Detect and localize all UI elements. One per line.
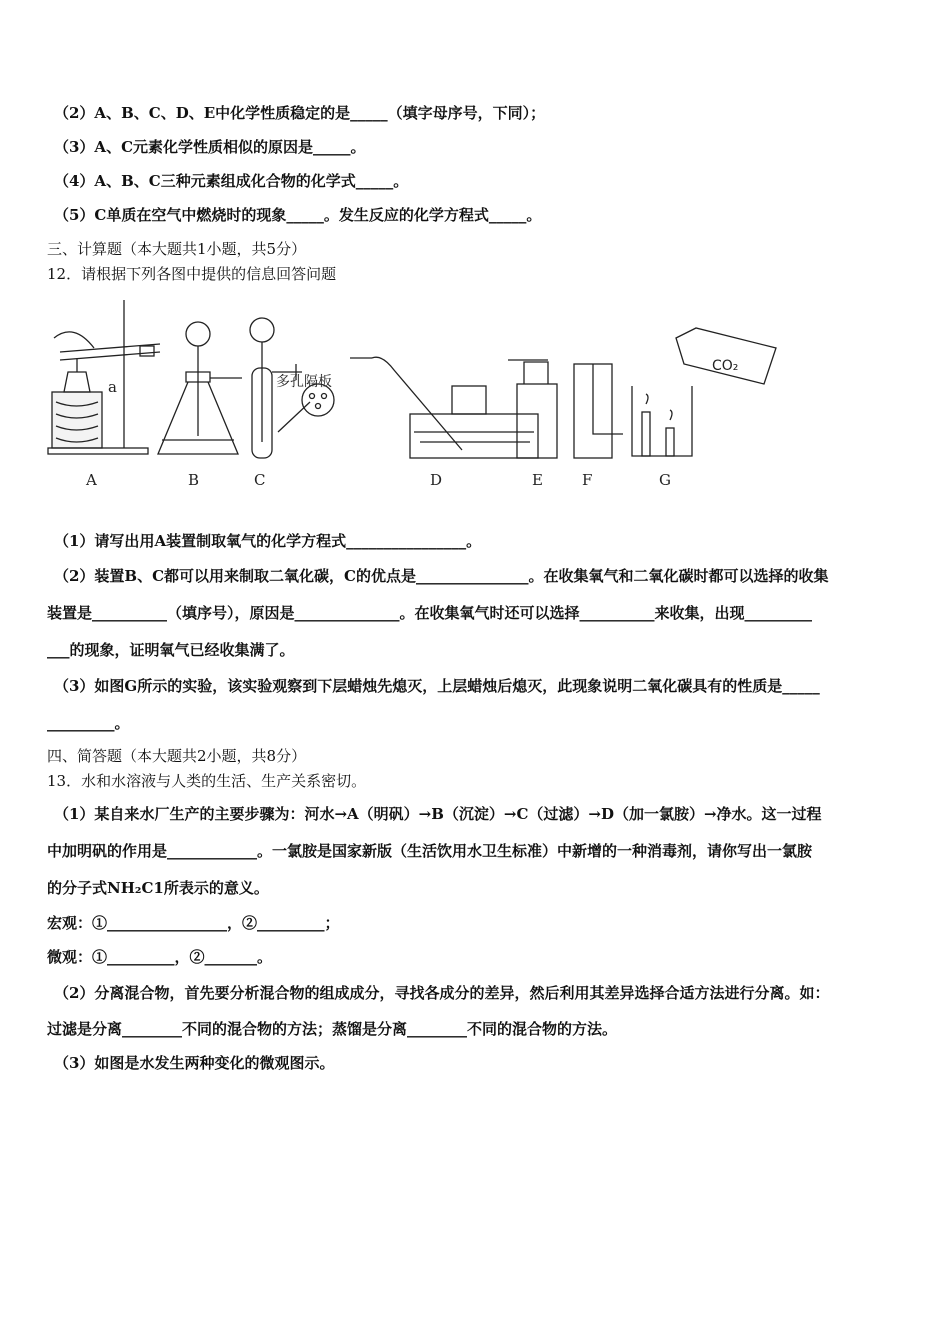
q13-part2-line1: （2）分离混合物，首先要分析混合物的组成成分，寻找各成分的差异，然后利用其差异选择合适方法进行分离。如： <box>54 984 830 1002</box>
q11-part4: （4）A、B、C三种元素组成化合物的化学式_____。 <box>54 172 409 190</box>
label-F: F <box>582 471 593 489</box>
q12-part1: （1）请写出用A装置制取氧气的化学方程式________________。 <box>54 532 482 550</box>
q11-part3: （3）A、C元素化学性质相似的原因是_____。 <box>54 138 366 156</box>
porous-plate-label: 多孔隔板 <box>276 374 332 390</box>
label-a-small: a <box>108 378 117 396</box>
apparatus-f <box>574 364 623 458</box>
apparatus-g <box>632 328 776 456</box>
section-4-heading: 四、简答题（本大题共2小题，共8分） <box>47 747 307 765</box>
apparatus-d <box>350 357 538 458</box>
q13-part3: （3）如图是水发生两种变化的微观图示。 <box>54 1054 335 1072</box>
q12-part2-line1: （2）装置B、C都可以用来制取二氧化碳，C的优点是_______________。在收集氧气和二氧化碳时都可以选择的收集 <box>54 567 829 585</box>
macro-meaning: 宏观：①________________，②_________； <box>47 914 340 932</box>
label-C: C <box>254 471 266 489</box>
label-D: D <box>430 471 443 489</box>
q11-part2: （2）A、B、C、D、E中化学性质稳定的是_____（填字母序号，下同）； <box>54 104 546 122</box>
question-12: 12．请根据下列各图中提供的信息回答问题 <box>47 265 337 283</box>
q13-part1-line2: 中加明矾的作用是____________。一氯胺是国家新版（生活饮用水卫生标准）中新增的一种消毒剂，请你写出一氯胺 <box>47 842 813 860</box>
q12-part2-line2: 装置是__________（填序号），原因是______________。在收集氧气时还可以选择__________来收集，出现_________ <box>47 604 813 622</box>
q13-part1-line1: （1）某自来水厂生产的主要步骤为：河水→A（明矾）→B（沉淀）→C（过滤）→D（加一氯胺）→净水。这一过程 <box>54 805 822 823</box>
apparatus-b <box>158 322 242 454</box>
micro-meaning: 微观：①_________，②_______。 <box>47 948 273 966</box>
q13-part1-line3: 的分子式NH₂C1所表示的意义。 <box>47 879 269 897</box>
label-G: G <box>659 471 671 489</box>
apparatus-a <box>48 300 160 454</box>
q12-part2-line3: ___的现象，证明氧气已经收集满了。 <box>47 641 295 659</box>
apparatus-figure <box>40 292 800 502</box>
apparatus-e <box>508 360 557 458</box>
label-E: E <box>532 471 543 489</box>
q12-part3-line1: （3）如图G所示的实验，该实验观察到下层蜡烛先熄灭，上层蜡烛后熄灭，此现象说明二氧化碳具有的性质是_____ <box>54 677 820 695</box>
section-3-heading: 三、计算题（本大题共1小题，共5分） <box>47 240 307 258</box>
q13-part2-line2: 过滤是分离________不同的混合物的方法；蒸馏是分离________不同的混合物的方法。 <box>47 1020 618 1038</box>
q11-part5: （5）C单质在空气中燃烧时的现象_____。发生反应的化学方程式_____。 <box>54 206 542 224</box>
label-B: B <box>188 471 200 489</box>
question-13: 13．水和水溶液与人类的生活、生产关系密切。 <box>47 772 367 790</box>
label-A: A <box>86 471 97 489</box>
q12-part3-line2: _________。 <box>47 714 130 732</box>
apparatus-c <box>250 318 334 458</box>
co2-label: CO₂ <box>712 358 739 374</box>
